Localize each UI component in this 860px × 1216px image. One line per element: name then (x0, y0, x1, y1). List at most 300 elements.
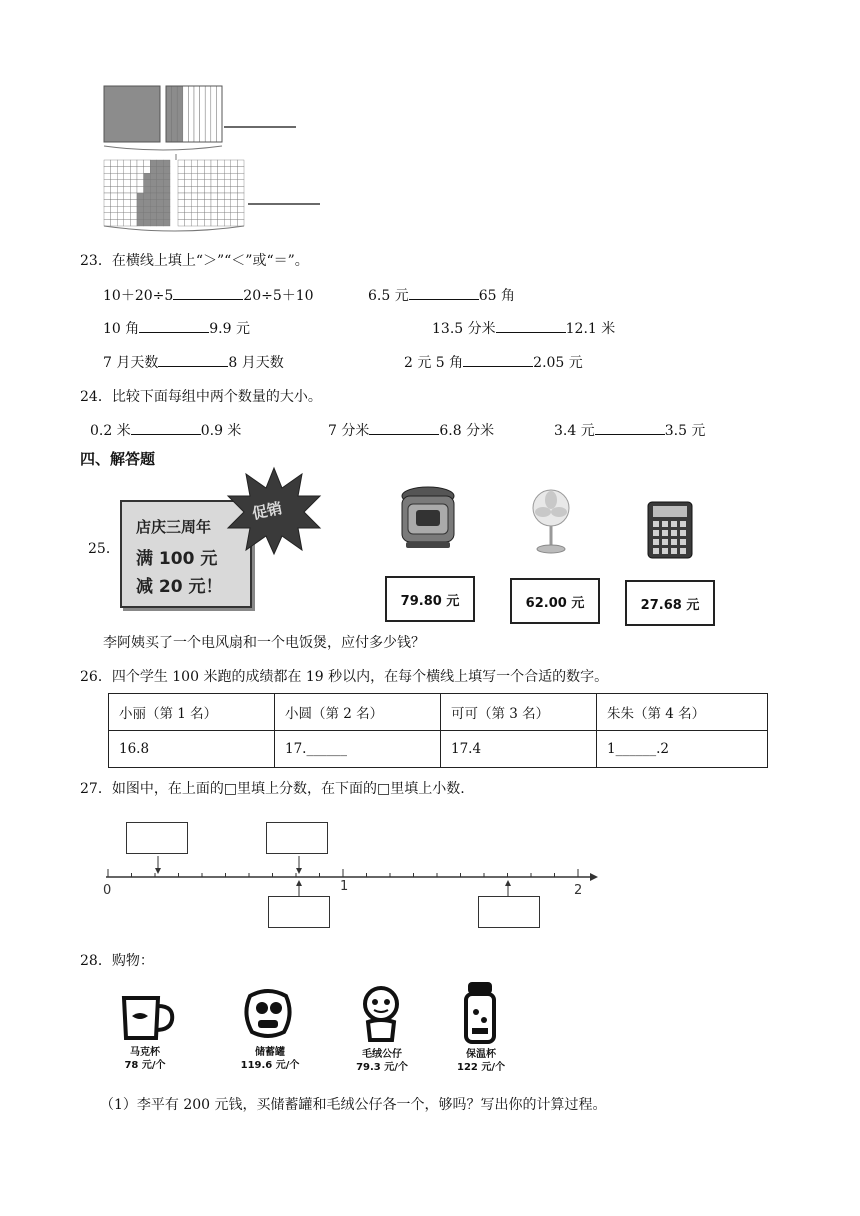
header-xiaoli: 小丽（第 1 名） (109, 694, 275, 731)
q24-item-1-right: 0.9 米 (200, 423, 242, 439)
q24-blank-1[interactable] (131, 420, 201, 435)
grid-cell (163, 213, 170, 220)
grid-stripe (188, 86, 194, 142)
price-fan: 62.00 元 (510, 578, 600, 624)
q23-item-6-right: 2.05 元 (533, 355, 583, 371)
grid-stripe (172, 86, 178, 142)
grid-cell (104, 193, 111, 200)
grid-cell (237, 213, 244, 220)
grid-cell (204, 167, 211, 174)
q23-blank-5[interactable] (158, 352, 228, 367)
grid-cell (150, 186, 157, 193)
grid-cell (191, 219, 198, 226)
q24-blank-3[interactable] (595, 420, 665, 435)
grid-cell (163, 219, 170, 226)
grid-stripe (205, 86, 211, 142)
calculator-key (671, 539, 677, 545)
shop-item-piggy-bank (230, 1046, 310, 1072)
q23-number: 23． (80, 253, 112, 269)
mug-icon (118, 992, 178, 1042)
grid-cell (144, 213, 151, 220)
price-rice-cooker: 79.80 元 (385, 576, 475, 622)
grid-cell (185, 206, 192, 213)
grid-cell (218, 200, 225, 207)
calculator-key (662, 548, 668, 554)
grid-cell (211, 219, 218, 226)
q23-item-2-right: 65 角 (478, 288, 515, 304)
grid-cell (185, 200, 192, 207)
grid-cell (163, 173, 170, 180)
grid-cell (191, 180, 198, 187)
grid-cell (237, 193, 244, 200)
grid-cell (111, 193, 118, 200)
grid-cell (157, 193, 164, 200)
q23-item-5 (103, 352, 284, 372)
grid-cell (178, 193, 185, 200)
lower-box-2[interactable] (478, 896, 540, 928)
grid-cell (231, 206, 238, 213)
grid-cell (117, 173, 124, 180)
grid-cell (157, 180, 164, 187)
mug-name: 马克杯 (130, 1047, 160, 1058)
grid-cell (111, 206, 118, 213)
grid-cell (124, 206, 131, 213)
grid-cell (237, 180, 244, 187)
grid-cell (130, 173, 137, 180)
grid-cell (178, 173, 185, 180)
grid-cell (124, 160, 131, 167)
grid-cell (124, 219, 131, 226)
grid-cell (150, 193, 157, 200)
grid-cell (185, 193, 192, 200)
grid-cell (218, 213, 225, 220)
q23-blank-4[interactable] (496, 318, 566, 333)
q27-prompt: 如图中，在上面的□里填上分数，在下面的□里填上小数. (111, 781, 465, 797)
thermos-price: 122 元/个 (456, 1062, 505, 1073)
grid-cell (204, 160, 211, 167)
grid-cell (150, 200, 157, 207)
q23-blank-6[interactable] (463, 352, 533, 367)
grid-cell (163, 186, 170, 193)
grid-cell (211, 173, 218, 180)
shop-item-mug (110, 1046, 180, 1072)
promo-burst-label: 促销 (250, 499, 284, 523)
q23-item-3-left: 10 角 (103, 321, 140, 337)
grid-cell (224, 206, 231, 213)
q28-sub1: （1）李平有 200 元钱，买储蓄罐和毛绒公仔各一个，够吗？写出你的计算过程。 (100, 1097, 607, 1113)
calculator-key (671, 530, 677, 536)
grid-cell (111, 219, 118, 226)
grid-cell (178, 206, 185, 213)
grid-cell (211, 206, 218, 213)
grid-cell (117, 219, 124, 226)
price-calculator: 27.68 元 (625, 580, 715, 626)
grid-cell (117, 193, 124, 200)
grid-cell (111, 200, 118, 207)
q24-item-1-left: 0.2 米 (90, 423, 131, 439)
grid-cell (104, 180, 111, 187)
grid-cell (124, 186, 131, 193)
grid-cell (237, 173, 244, 180)
calculator-key (653, 539, 659, 545)
grid-cell (137, 206, 144, 213)
grid-cell (204, 219, 211, 226)
grid-cell (191, 213, 198, 220)
q23-item-1-right: 20÷5＋10 (243, 288, 314, 304)
grid-cell (144, 219, 151, 226)
grid-cell (117, 200, 124, 207)
header-zhuzhu: 朱朱（第 4 名） (597, 694, 768, 731)
grid-cell (218, 160, 225, 167)
q24-item-2 (328, 420, 494, 440)
grid-cell (198, 219, 205, 226)
grid-cell (185, 219, 192, 226)
calculator-key (653, 530, 659, 536)
grid-cell (237, 160, 244, 167)
grid-cell (178, 160, 185, 167)
q28-heading (80, 950, 154, 970)
q25-question: 李阿姨买了一个电风扇和一个电饭煲，应付多少钱？ (103, 635, 425, 651)
calculator-key (662, 521, 668, 527)
electric-fan-icon (526, 488, 576, 554)
grid-cell (150, 206, 157, 213)
grid-cell (178, 167, 185, 174)
calculator-key (680, 521, 686, 527)
grid-cell (157, 219, 164, 226)
grid-stripe (183, 86, 189, 142)
grid-cell (117, 206, 124, 213)
q23-item-4 (432, 318, 615, 338)
grid-cell (104, 219, 111, 226)
promo-line-2: 满 100 元 (136, 549, 218, 569)
grid-cell (211, 186, 218, 193)
calculator-key (653, 548, 659, 554)
grid-cell (231, 173, 238, 180)
grid-cell (137, 167, 144, 174)
grid-cell (150, 180, 157, 187)
calculator-key (662, 539, 668, 545)
promo-line-3: 减 20 元！ (136, 577, 223, 597)
table-value-row (109, 731, 768, 768)
value-zhuzhu[interactable]: 1______.2 (597, 731, 768, 768)
grid-cell (130, 160, 137, 167)
q23-item-2 (368, 285, 515, 305)
grid-cell (104, 160, 111, 167)
grid-cell (111, 213, 118, 220)
calculator-icon (646, 500, 694, 560)
q26-number: 26． (80, 669, 112, 685)
header-xiaoyuan: 小圆（第 2 名） (275, 694, 441, 731)
lower-box-1[interactable] (268, 896, 330, 928)
q27-number: 27． (80, 781, 112, 797)
decimal-grid-figure (96, 80, 336, 235)
grid-cell (211, 167, 218, 174)
value-xiaoyuan[interactable]: 17.______ (275, 731, 441, 768)
grid-cell (231, 186, 238, 193)
grid-cell (198, 213, 205, 220)
tick-label-2: 2 (574, 883, 583, 898)
grid-cell (137, 186, 144, 193)
grid-cell (218, 186, 225, 193)
calculator-key (653, 521, 659, 527)
grid-cell (163, 167, 170, 174)
grid-cell (224, 160, 231, 167)
grid-cell (191, 206, 198, 213)
grid-cell (111, 186, 118, 193)
grid-cell (231, 193, 238, 200)
calculator-key (662, 530, 668, 536)
shop-item-thermos (446, 1048, 516, 1074)
q23-item-6 (404, 352, 583, 372)
grid-cell (218, 206, 225, 213)
q26-heading (80, 666, 608, 686)
grid-cell (111, 167, 118, 174)
q23-item-3 (103, 318, 250, 338)
grid-cell (144, 167, 151, 174)
piggy-bank-icon (240, 986, 296, 1042)
grid-cell (237, 219, 244, 226)
grid-cell (204, 173, 211, 180)
q24-item-2-right: 6.8 分米 (439, 423, 495, 439)
q24-item-3 (554, 420, 705, 440)
grid-cell (218, 167, 225, 174)
grid-cell (117, 180, 124, 187)
q23-item-5-left: 7 月天数 (103, 355, 159, 371)
grid-cell (224, 173, 231, 180)
grid-cell (144, 160, 151, 167)
grid-cell (191, 186, 198, 193)
grid-stripe (177, 86, 183, 142)
grid-cell (150, 167, 157, 174)
grid-cell (198, 200, 205, 207)
q24-item-2-left: 7 分米 (328, 423, 370, 439)
header-keke: 可可（第 3 名） (441, 694, 597, 731)
grid-cell (137, 180, 144, 187)
grid-cell (124, 193, 131, 200)
grid-cell (224, 219, 231, 226)
grid-cell (144, 180, 151, 187)
grid-cell (163, 193, 170, 200)
grid-cell (224, 193, 231, 200)
grid-cell (178, 180, 185, 187)
grid-cell (211, 193, 218, 200)
grid-cell (185, 160, 192, 167)
grid-cell (224, 200, 231, 207)
grid-cell (117, 213, 124, 220)
grid-cell (224, 167, 231, 174)
piggy-bank-name: 储蓄罐 (255, 1047, 285, 1058)
q24-item-3-left: 3.4 元 (554, 423, 595, 439)
grid-cell (130, 180, 137, 187)
grid-cell (124, 180, 131, 187)
grid-cell (157, 213, 164, 220)
grid-stripe (211, 86, 217, 142)
q24-blank-2[interactable] (369, 420, 439, 435)
calculator-key (680, 530, 686, 536)
grid-cell (204, 206, 211, 213)
grid-stripe (194, 86, 200, 142)
grid-cell (237, 206, 244, 213)
grid-cell (130, 193, 137, 200)
grid-cell (137, 193, 144, 200)
grid-cell (198, 186, 205, 193)
grid-cell (157, 167, 164, 174)
grid-cell (137, 219, 144, 226)
grid-cell (137, 213, 144, 220)
calculator-key (680, 548, 686, 554)
q23-item-5-right: 8 月天数 (228, 355, 284, 371)
thermos-icon (462, 980, 498, 1046)
grid-cell (218, 219, 225, 226)
grid-cell (104, 167, 111, 174)
q23-item-4-right: 12.1 米 (565, 321, 616, 337)
grid-cell (191, 160, 198, 167)
grid-cell (231, 213, 238, 220)
grid-cell (204, 186, 211, 193)
grid-cell (130, 206, 137, 213)
q24-item-1 (90, 420, 241, 440)
grid-cell (130, 219, 137, 226)
grid-cell (211, 160, 218, 167)
grid-cell (117, 167, 124, 174)
q23-prompt: 在横线上填上“＞”“＜”或“＝”。 (111, 253, 309, 269)
grid-cell (237, 186, 244, 193)
grid-cell (185, 173, 192, 180)
q23-item-1 (103, 285, 314, 305)
grid-cell (198, 193, 205, 200)
grid-cell (104, 173, 111, 180)
upper-box-2[interactable] (266, 822, 328, 854)
grid-cell (204, 193, 211, 200)
grid-cell (104, 186, 111, 193)
grid-cell (163, 180, 170, 187)
q24-prompt: 比较下面每组中两个数量的大小。 (111, 389, 322, 405)
grid-cell (117, 160, 124, 167)
grid-cell (218, 193, 225, 200)
calculator-key (680, 539, 686, 545)
grid-cell (163, 160, 170, 167)
grid-cell (211, 180, 218, 187)
q24-item-3-right: 3.5 元 (664, 423, 706, 439)
q23-item-2-left: 6.5 元 (368, 288, 409, 304)
upper-box-1[interactable] (126, 822, 188, 854)
grid-cell (231, 167, 238, 174)
grid-cell (231, 219, 238, 226)
grid-cell (157, 160, 164, 167)
grid-cell (191, 193, 198, 200)
grid-cell (137, 200, 144, 207)
grid-cell (157, 200, 164, 207)
scores-table (108, 693, 768, 768)
grid-cell (178, 213, 185, 220)
grid-cell (178, 186, 185, 193)
calculator-key (671, 548, 677, 554)
q24-heading (80, 386, 322, 406)
grid-cell (198, 167, 205, 174)
grid-cell (157, 186, 164, 193)
grid-cell (124, 167, 131, 174)
q23-blank-2[interactable] (409, 285, 479, 300)
grid-cell (124, 200, 131, 207)
grid-stripe (216, 86, 222, 142)
grid-cell (178, 200, 185, 207)
grid-cell (130, 167, 137, 174)
tick-label-1: 1 (340, 879, 349, 894)
mug-price: 78 元/个 (124, 1060, 166, 1071)
grid-cell (144, 206, 151, 213)
q28-prompt: 购物： (111, 953, 154, 969)
grid-cell (137, 160, 144, 167)
value-keke: 17.4 (441, 731, 597, 768)
grid-cell (144, 186, 151, 193)
grid-cell (191, 167, 198, 174)
grid-cell (150, 160, 157, 167)
grid-cell (157, 173, 164, 180)
grid-cell (218, 180, 225, 187)
section-title: 四、解答题 (80, 450, 156, 468)
rice-cooker-icon (396, 484, 460, 552)
grid-stripe (200, 86, 206, 142)
grid-cell (198, 180, 205, 187)
q23-blank-3[interactable] (139, 318, 209, 333)
promo-line-1: 店庆三周年 (136, 518, 212, 536)
grid-cell (191, 173, 198, 180)
piggy-bank-price: 119.6 元/个 (240, 1060, 300, 1071)
grid-cell (185, 213, 192, 220)
calculator-key (671, 521, 677, 527)
value-xiaoli: 16.8 (109, 731, 275, 768)
grid-cell (104, 200, 111, 207)
grid-stripe (166, 86, 172, 142)
plush-doll-price: 79.3 元/个 (356, 1062, 408, 1073)
grid-cell (157, 206, 164, 213)
grid-cell (137, 173, 144, 180)
grid-cell (198, 173, 205, 180)
grid-cell (185, 167, 192, 174)
grid-cell (178, 219, 185, 226)
table-header-row (109, 694, 768, 731)
grid-cell (144, 173, 151, 180)
q28-number: 28． (80, 953, 112, 969)
q23-item-3-right: 9.9 元 (209, 321, 250, 337)
grid-cell (218, 173, 225, 180)
shop-item-plush-doll (344, 1048, 420, 1074)
q25-number: 25． (88, 541, 120, 557)
grid-cell (104, 206, 111, 213)
grid-cell (111, 160, 118, 167)
tick-label-0: 0 (103, 883, 112, 898)
grid-cell (231, 160, 238, 167)
grid-cell (185, 186, 192, 193)
plush-doll-icon (356, 984, 406, 1044)
grid-cell (198, 160, 205, 167)
grid-cell (204, 213, 211, 220)
grid-cell (163, 200, 170, 207)
grid-cell (111, 180, 118, 187)
grid-cell (224, 186, 231, 193)
grid-cell (198, 206, 205, 213)
grid-cell (144, 200, 151, 207)
plush-doll-name: 毛绒公仔 (362, 1049, 402, 1060)
grid-cell (224, 213, 231, 220)
thermos-name: 保温杯 (466, 1049, 496, 1060)
q26-prompt: 四个学生 100 米跑的成绩都在 19 秒以内，在每个横线上填写一个合适的数字。 (111, 669, 609, 685)
grid-cell (224, 180, 231, 187)
q23-blank-1[interactable] (173, 285, 243, 300)
grid-cell (237, 167, 244, 174)
q23-heading (80, 250, 309, 270)
grid-cell (204, 180, 211, 187)
